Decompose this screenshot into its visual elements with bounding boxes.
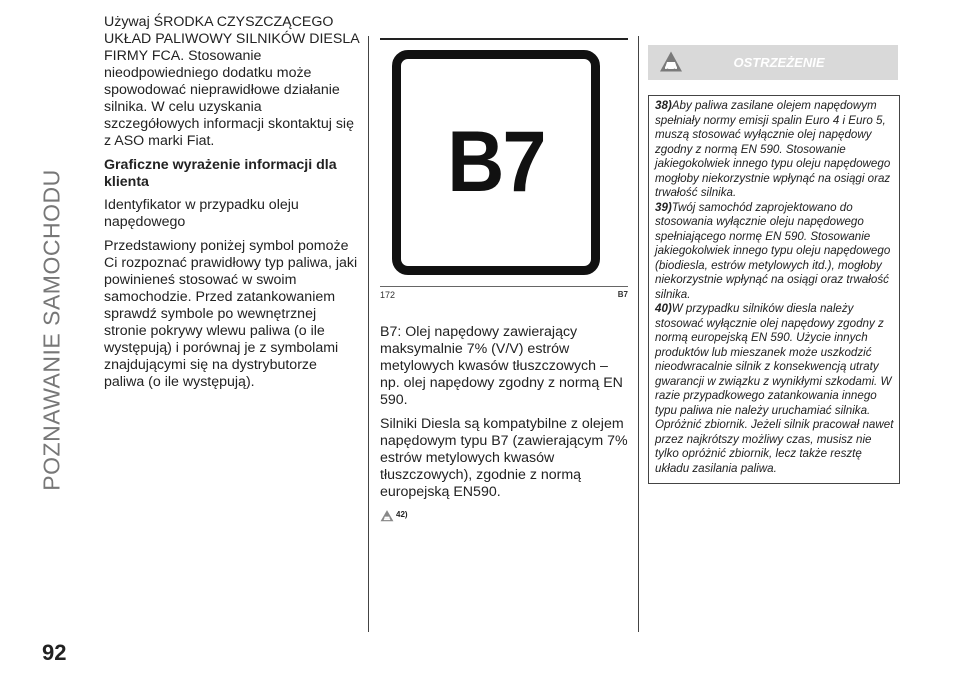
reference-number: 42)	[396, 510, 408, 519]
b7-definition: B7: Olej napędowy zawierający maksymalnie 7% (V/V) estrów metylowych kwasów tłuszczowych – np. olej napędowy zgodny z normą EN 590.	[380, 324, 623, 408]
column-divider-right	[638, 36, 639, 632]
section-title: POZNAWANIE SAMOCHODU	[38, 169, 65, 491]
warning-item-number: 39)	[655, 200, 672, 214]
body-paragraph: Przedstawiony poniżej symbol pomoże Ci rozpoznać prawidłowy typ paliwa, jaki powinieneś stosować w swoim samochodzie. Przed zatankowaniem sprawdź symbole po wewnętrznej stronie pokrywy wlewu paliwa (o ile występują) i porównaj je z symbolami znajdującymi się na dystrybutorze paliwa (o ile występują).	[104, 238, 358, 390]
intro-paragraph: Używaj ŚRODKA CZYSZCZĄCEGO UKŁAD PALIWOWY SILNIKÓW DIESLA FIRMY FCA. Stosowanie nieodpowiedniego dodatku może spowodować nieprawidłowe działanie silnika. W celu uzyskania szczegółowych informacji skontaktuj się z ASO marki Fiat.	[104, 14, 359, 149]
b7-symbol-text: B7	[447, 114, 545, 210]
warning-item	[655, 201, 895, 303]
warning-item-number: 38)	[655, 99, 672, 112]
warning-reference	[380, 506, 628, 523]
figure-top-rule	[380, 38, 628, 40]
warning-item-text: Aby paliwa zasilane olejem napędowym spełniały normy emisji spalin Euro 4 i Euro 5, muszą stosować wyłącznie olej napędowy zgodny z normą EN 590. Stosowanie jakiegokolwiek innego typu oleju napędowego mogłoby niekorzystnie wpłynąć na osiągi oraz trwałość silnika.	[655, 99, 891, 199]
b7-compatibility: Silniki Diesla są kompatybilne z olejem napędowym typu B7 (zawierającym 7% estrów metylowych kwasów tłuszczowych), zgodnie z normą europejską EN590.	[380, 416, 628, 500]
b7-fuel-symbol	[392, 50, 600, 275]
warning-header	[648, 45, 898, 80]
warning-box	[648, 95, 900, 484]
car-warning-icon	[380, 509, 394, 523]
left-column	[104, 14, 359, 398]
warning-item	[655, 99, 895, 201]
figure-number: 172	[380, 290, 396, 300]
warning-item-number: 40)	[655, 302, 672, 315]
warning-item	[655, 302, 895, 476]
column-divider-left	[368, 36, 369, 632]
warning-title: OSTRZEŻENIE	[733, 55, 825, 70]
figure-caption-rule	[380, 286, 628, 287]
subheading: Identyfikator w przypadku oleju napędowego	[104, 197, 299, 230]
middle-text	[380, 324, 628, 523]
page-number: 92	[42, 640, 67, 665]
figure-label: B7	[617, 290, 628, 299]
section-heading: Graficzne wyrażenie informacji dla klienta	[104, 157, 337, 190]
warning-item-text: W przypadku silników diesla należy stosować wyłącznie olej napędowy zgodny z normą europejską EN 590. Użycie innych produktów lub mieszanek może uszkodzić nieodwracalnie silnik z konsekwencją utraty gwarancji w związku z wynikłymi szkodami. W razie przypadkowego zatankowania innego typu paliwa nie należy uruchamiać silnika. Opróżnić zbiornik. Jeżeli silnik pracował nawet przez najkrótszy możliwy czas, musisz nie tylko opróżnić zbiornik, lecz także resztę układu zasilania paliwa.	[655, 302, 894, 475]
warning-item-text: Twój samochód zaprojektowano do stosowania wyłącznie oleju napędowego spełniającego normę EN 590. Stosowanie jakiegokolwiek innego typu oleju napędowego (biodiesla, estrów metylowych itd.), mogłoby niekorzystnie wpłynąć na osiągi oraz trwałość silnika.	[655, 200, 891, 301]
